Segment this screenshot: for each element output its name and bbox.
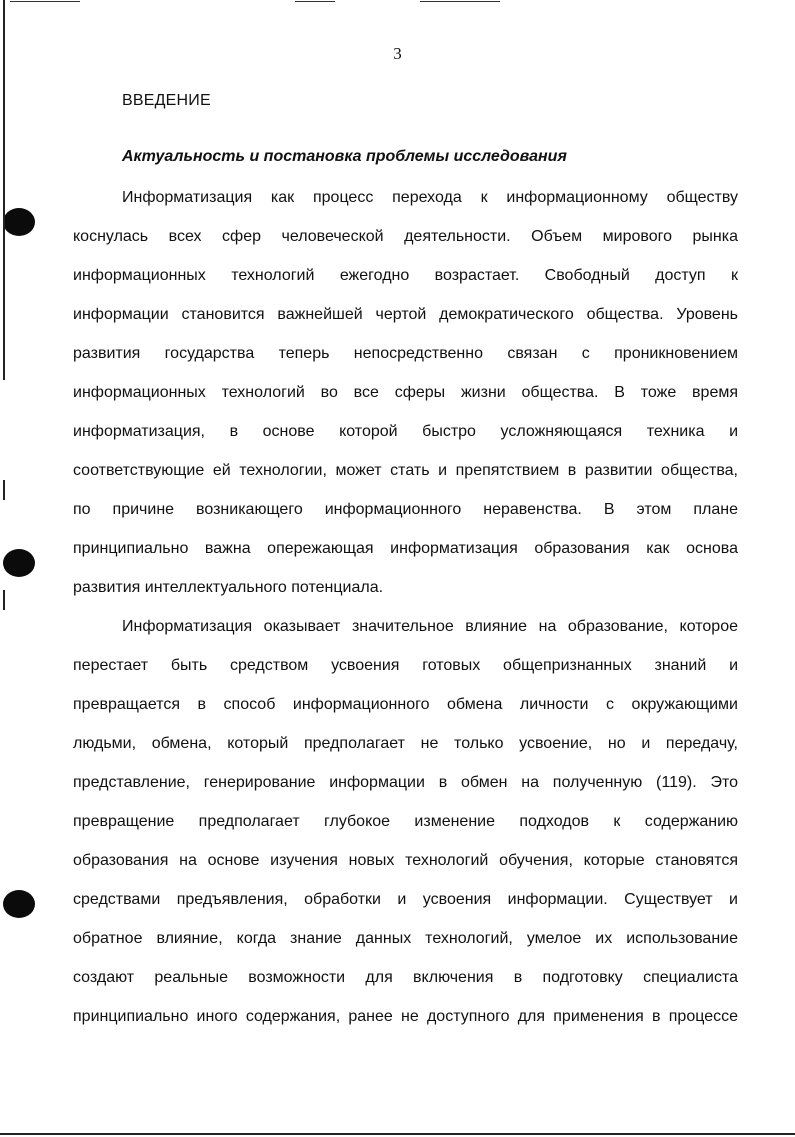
margin-line [3, 590, 5, 610]
text-line: обратное влияние, когда знание данных технологий, умелое их использование [73, 930, 738, 947]
text-line: по причине возникающего информационного неравенства. В этом плане [73, 501, 738, 518]
text-line: информации становится важнейшей чертой демократического общества. Уровень [73, 306, 738, 323]
text-line: перестает быть средством усвоения готовых общепризнанных знаний и [73, 657, 738, 674]
text-line: информационных технологий во все сферы жизни общества. В тоже время [73, 384, 738, 401]
bottom-edge-line [0, 1133, 795, 1135]
text-line: создают реальные возможности для включения в подготовку специалиста [73, 969, 738, 986]
page-number: 3 [393, 44, 402, 63]
text-line: принципиально иного содержания, ранее не доступного для применения в процессе [73, 1008, 738, 1025]
section-subheading: Актуальность и постановка проблемы исследования [122, 148, 567, 165]
text-line: средствами предъявления, обработки и усвоения информации. Существует и [73, 891, 738, 908]
punch-hole-middle [3, 549, 35, 577]
text-line: превращение предполагает глубокое изменение подходов к содержанию [73, 813, 738, 830]
text-line: соответствующие ей технологии, может стать и препятствием в развитии общества, [73, 462, 738, 479]
top-edge-line [10, 1, 80, 2]
punch-hole-top [3, 208, 35, 236]
text-line: принципиально важна опережающая информатизация образования как основа [73, 540, 738, 557]
text-line: информатизация, в основе которой быстро усложняющаяся техника и [73, 423, 738, 440]
text-line: Информатизация оказывает значительное влияние на образование, которое [122, 618, 738, 635]
text-line: развития интеллектуального потенциала. [73, 579, 384, 596]
text-line: людьми, обмена, который предполагает не только усвоение, но и передачу, [73, 735, 738, 752]
top-edge-line [295, 1, 335, 2]
text-line: представление, генерирование информации в обмен на полученную (119). Это [73, 774, 738, 791]
punch-hole-bottom [3, 890, 35, 918]
text-line: превращается в способ информационного обмена личности с окружающими [73, 696, 738, 713]
text-line: информационных технологий ежегодно возрастает. Свободный доступ к [73, 267, 738, 284]
text-line: Информатизация как процесс перехода к информационному обществу [122, 189, 738, 206]
section-heading: ВВЕДЕНИЕ [122, 92, 211, 109]
text-line: коснулась всех сфер человеческой деятельности. Объем мирового рынка [73, 228, 738, 245]
margin-line [3, 480, 5, 500]
top-edge-line [420, 1, 500, 2]
text-line: развития государства теперь непосредственно связан с проникновением [73, 345, 738, 362]
text-line: образования на основе изучения новых технологий обучения, которые становятся [73, 852, 738, 869]
